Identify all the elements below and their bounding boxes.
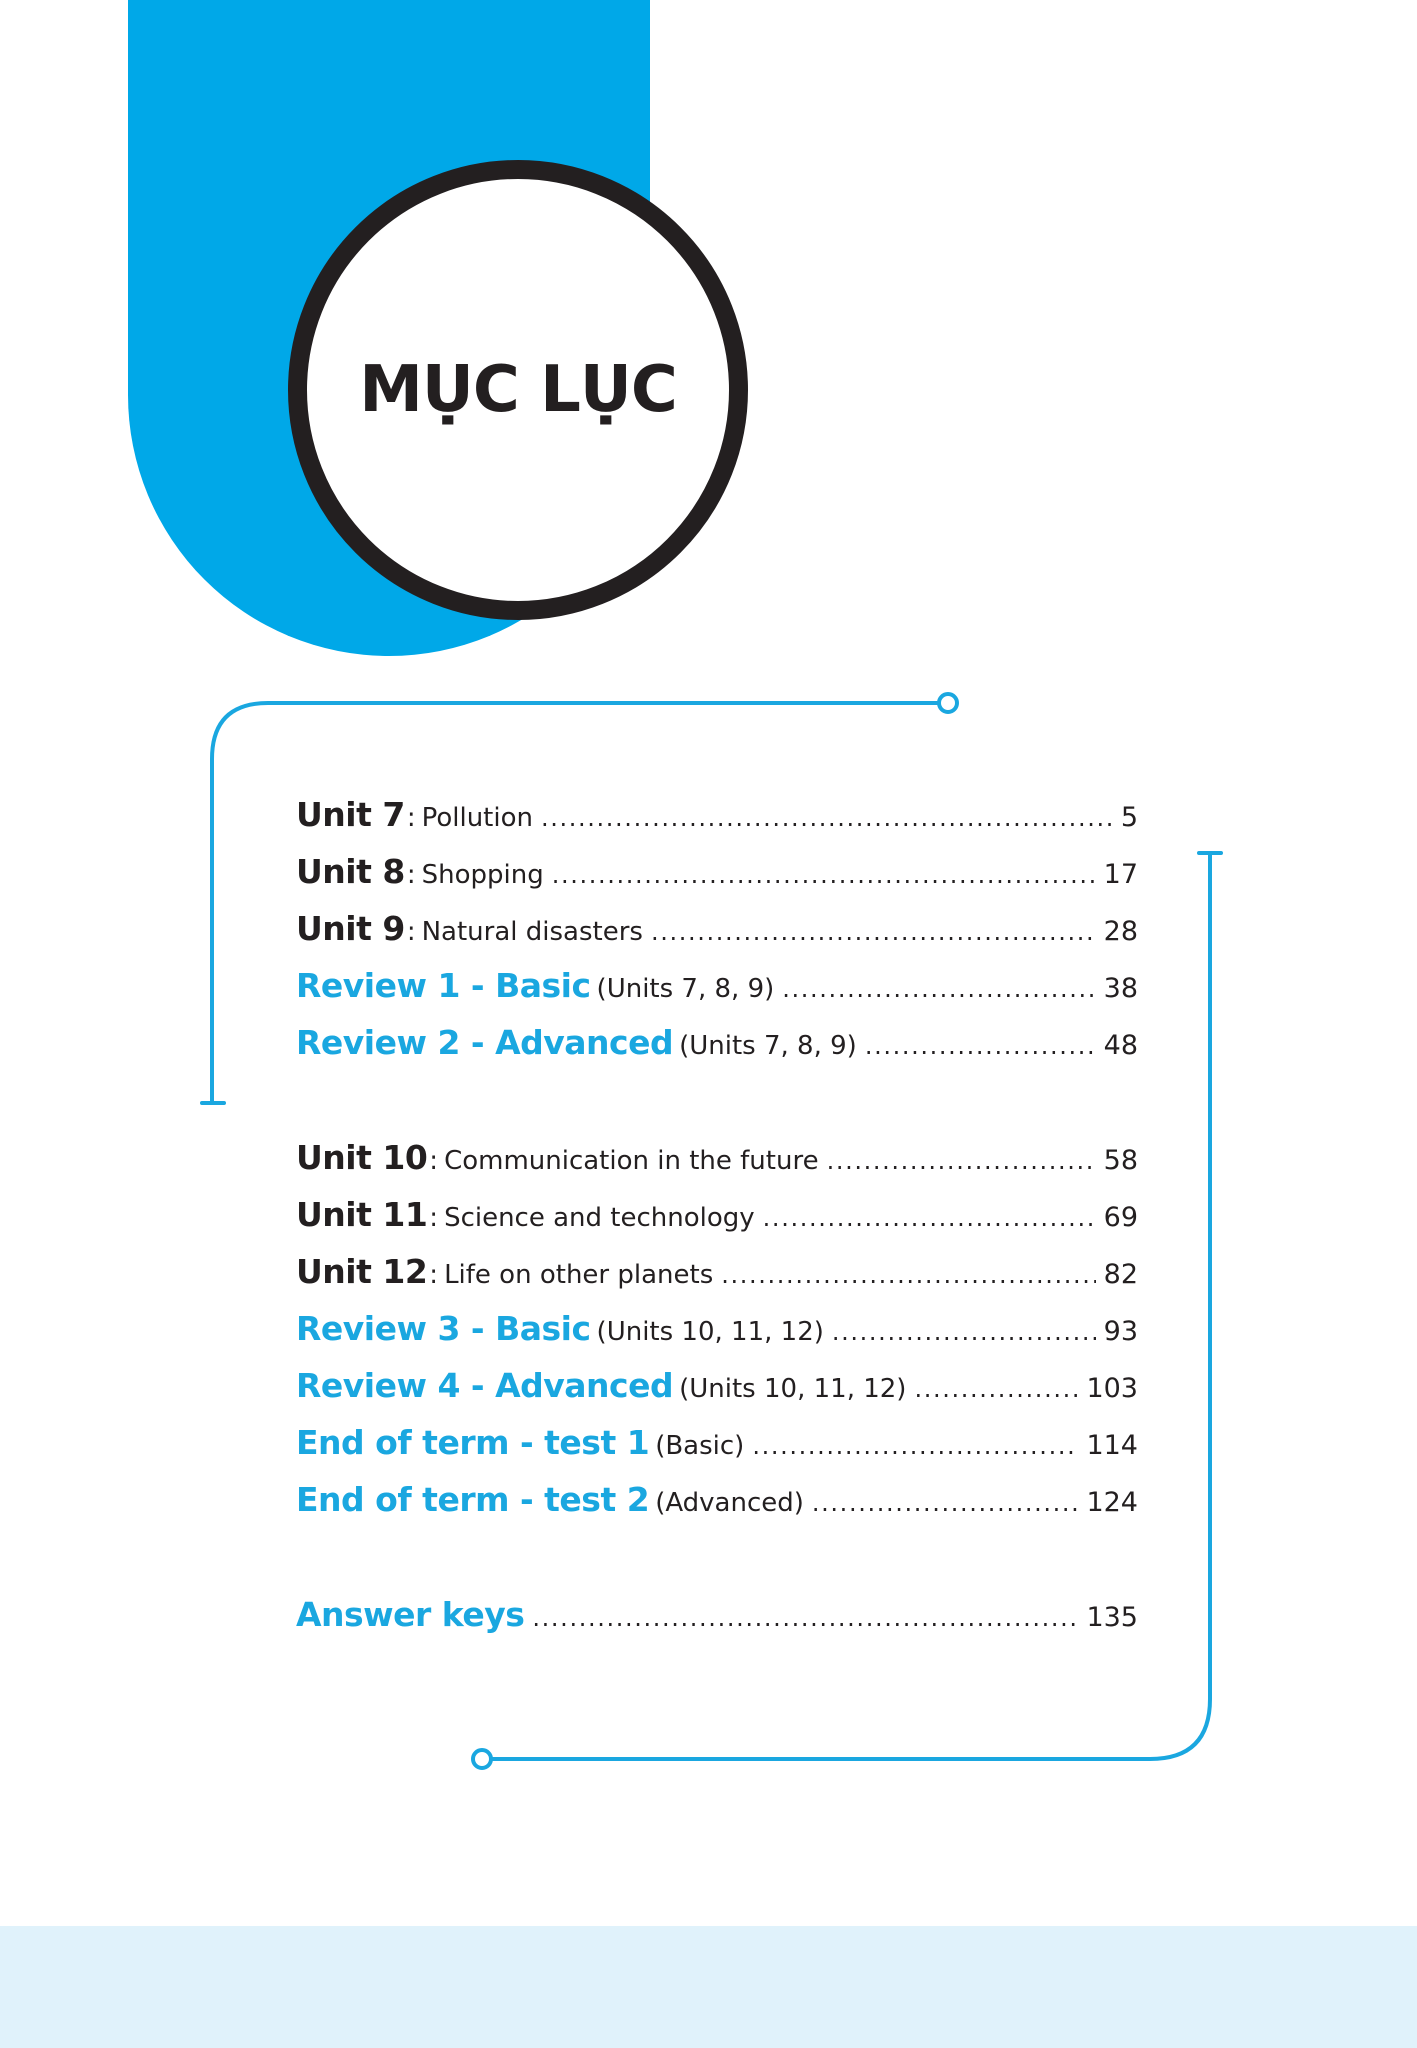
- toc-entry-description: (Units 10, 11, 12): [596, 1317, 824, 1347]
- toc-entry-page-number: 69: [1103, 1202, 1138, 1233]
- toc-entry[interactable]: [296, 1309, 1138, 1366]
- dot-leader: [532, 1604, 1078, 1632]
- dot-leader: [865, 1032, 1096, 1060]
- toc-entry-page-number: 135: [1086, 1602, 1138, 1633]
- toc-entry-label: End of term - test 1: [296, 1423, 650, 1462]
- toc-entry-separator: :: [429, 1260, 439, 1290]
- toc-entry[interactable]: [296, 1423, 1138, 1480]
- dot-leader: [827, 1147, 1096, 1175]
- toc-entry-label: Unit 12: [296, 1252, 428, 1291]
- toc-entry-page-number: 93: [1103, 1316, 1138, 1347]
- toc-entry[interactable]: [296, 852, 1138, 909]
- toc-entry-page-number: 58: [1103, 1145, 1138, 1176]
- dot-leader: [782, 975, 1095, 1003]
- toc-entry-label: End of term - test 2: [296, 1480, 650, 1519]
- dot-leader: [552, 861, 1096, 889]
- dot-leader: [763, 1204, 1096, 1232]
- page-title: MỤC LỤC: [359, 353, 677, 427]
- toc-entry[interactable]: [296, 1480, 1138, 1537]
- dot-leader: [914, 1375, 1078, 1403]
- toc-entry-description: Natural disasters: [421, 917, 643, 947]
- toc-entry[interactable]: [296, 1138, 1138, 1195]
- toc-entry-page-number: 124: [1086, 1487, 1138, 1518]
- toc-entry-description: Shopping: [421, 860, 544, 890]
- toc-entry-separator: :: [429, 1203, 439, 1233]
- toc-entry-page-number: 48: [1103, 1030, 1138, 1061]
- toc-entry-description: Communication in the future: [444, 1146, 819, 1176]
- toc-entry-description: (Advanced): [655, 1488, 804, 1518]
- toc-entry-label: Unit 10: [296, 1138, 428, 1177]
- toc-entry[interactable]: [296, 909, 1138, 966]
- frame-top-end-circle: [939, 694, 957, 712]
- toc-entry-label: Unit 9: [296, 909, 405, 948]
- toc-entry-separator: :: [429, 1146, 439, 1176]
- toc-entry-page-number: 28: [1103, 916, 1138, 947]
- dot-leader: [752, 1432, 1078, 1460]
- toc-entry-description: Life on other planets: [444, 1260, 714, 1290]
- toc-entry-description: Pollution: [421, 803, 533, 833]
- table-of-contents: [296, 795, 1138, 1652]
- toc-entry-label: Unit 7: [296, 795, 405, 834]
- toc-entry[interactable]: [296, 1595, 1138, 1652]
- toc-entry-page-number: 5: [1120, 802, 1138, 833]
- toc-entry-page-number: 38: [1103, 973, 1138, 1004]
- toc-entry[interactable]: [296, 1252, 1138, 1309]
- toc-entry-label: Unit 11: [296, 1195, 428, 1234]
- toc-entry-separator: :: [406, 860, 416, 890]
- dot-leader: [651, 918, 1096, 946]
- toc-entry-description: Science and technology: [444, 1203, 755, 1233]
- toc-entry-description: (Units 10, 11, 12): [679, 1374, 907, 1404]
- toc-entry-page-number: 82: [1103, 1259, 1138, 1290]
- toc-entry-label: Review 2 - Advanced: [296, 1023, 674, 1062]
- toc-entry-page-number: 114: [1086, 1430, 1138, 1461]
- toc-entry[interactable]: [296, 1366, 1138, 1423]
- toc-entry-page-number: 103: [1086, 1373, 1138, 1404]
- toc-entry-page-number: 17: [1103, 859, 1138, 890]
- toc-entry-label: Review 3 - Basic: [296, 1309, 591, 1348]
- dot-leader: [812, 1489, 1079, 1517]
- frame-bottom-end-circle: [473, 1750, 491, 1768]
- dot-leader: [832, 1318, 1096, 1346]
- toc-entry[interactable]: [296, 966, 1138, 1023]
- toc-entry-label: Review 4 - Advanced: [296, 1366, 674, 1405]
- toc-entry[interactable]: [296, 1195, 1138, 1252]
- toc-entry-label: Unit 8: [296, 852, 405, 891]
- dot-leader: [541, 804, 1113, 832]
- toc-entry[interactable]: [296, 795, 1138, 852]
- toc-entry-separator: :: [406, 803, 416, 833]
- toc-entry-label: Answer keys: [296, 1595, 525, 1634]
- toc-entry-description: (Units 7, 8, 9): [679, 1031, 857, 1061]
- toc-entry-separator: :: [406, 917, 416, 947]
- toc-entry[interactable]: [296, 1023, 1138, 1080]
- footer-band: [0, 1926, 1417, 2048]
- toc-entry-label: Review 1 - Basic: [296, 966, 591, 1005]
- toc-entry-description: (Units 7, 8, 9): [596, 974, 775, 1004]
- dot-leader: [721, 1261, 1095, 1289]
- toc-entry-description: (Basic): [655, 1431, 745, 1461]
